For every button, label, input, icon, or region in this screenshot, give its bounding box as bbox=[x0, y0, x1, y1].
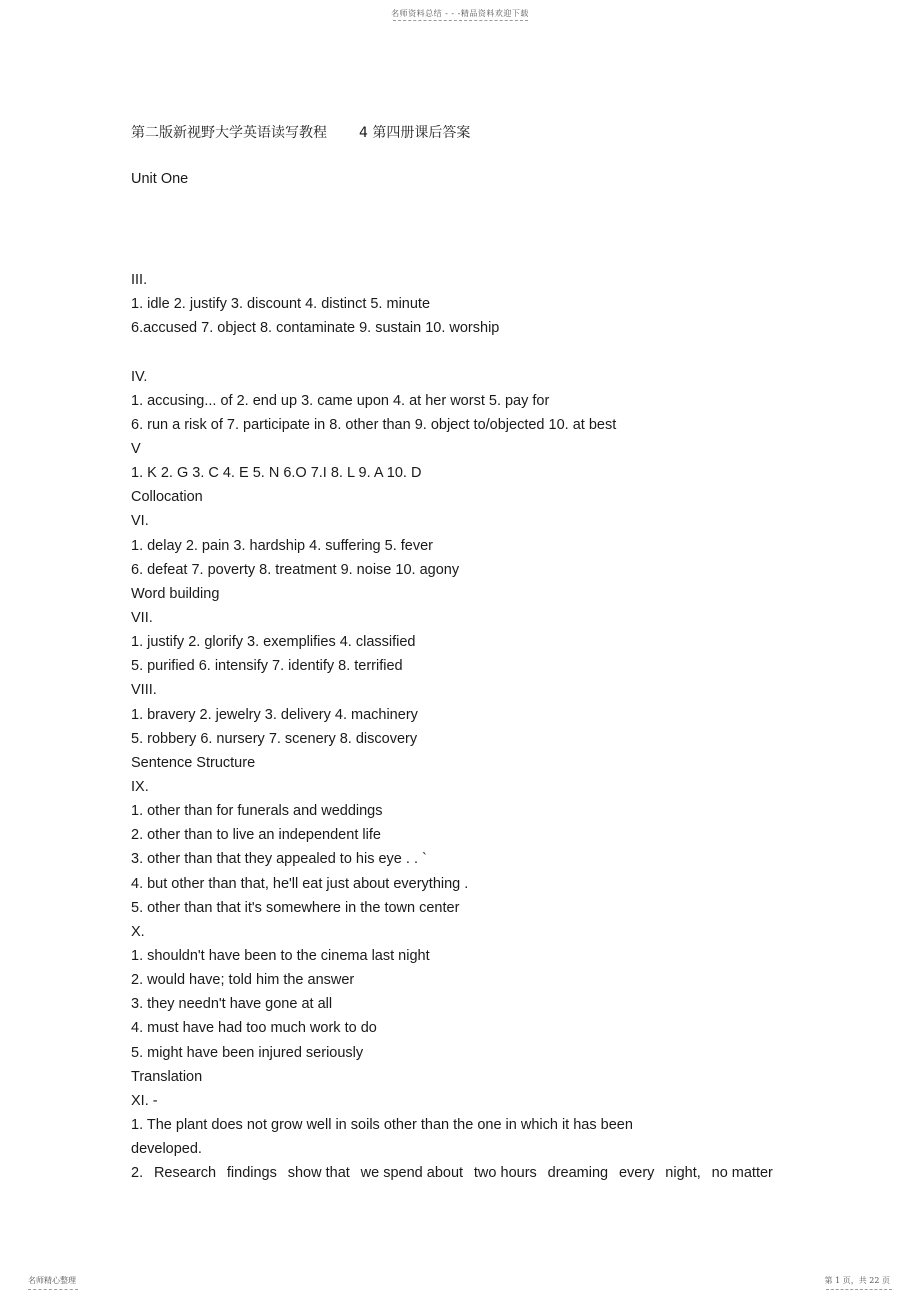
document-title-volume: 4 第四册课后答案 bbox=[359, 125, 471, 141]
page-header-note: 名师资料总结 - - -精品资料欢迎下载 bbox=[391, 9, 529, 18]
section-heading-vii: VII. bbox=[131, 609, 153, 626]
unit-heading: Unit One bbox=[131, 171, 189, 187]
answer-line: 1. justify 2. glorify 3. exemplifies 4. classified bbox=[131, 634, 416, 651]
answer-line: 1. idle 2. justify 3. discount 4. distinct 5. minute bbox=[131, 296, 431, 313]
subsection-heading-sentence-structure: Sentence Structure bbox=[131, 754, 256, 771]
answer-content bbox=[131, 268, 791, 1185]
blank-line bbox=[131, 340, 791, 364]
answer-line: 1. The plant does not grow well in soils other than the one in which it has been bbox=[131, 1116, 633, 1133]
answer-line: 1. bravery 2. jewelry 3. delivery 4. machinery bbox=[131, 706, 418, 723]
answer-line: 4. but other than that, he'll eat just about everything . bbox=[131, 875, 469, 892]
answer-line: 5. purified 6. intensify 7. identify 8. terrified bbox=[131, 658, 403, 675]
word: we spend about bbox=[360, 1165, 464, 1182]
answer-line: 2. other than to live an independent life bbox=[131, 827, 381, 844]
word: every bbox=[618, 1165, 655, 1182]
word: show that bbox=[287, 1165, 350, 1182]
section-heading-viii: VIII. bbox=[131, 682, 157, 699]
answer-line: 1. delay 2. pain 3. hardship 4. suffering 5. fever bbox=[131, 537, 434, 554]
section-heading-xi: XI. - bbox=[131, 1092, 158, 1109]
word: no matter bbox=[711, 1165, 773, 1182]
page-number: 第 1 页，共 22 页 bbox=[824, 1276, 890, 1285]
answer-line: 1. accusing... of 2. end up 3. came upon 4. at her worst 5. pay for bbox=[131, 392, 550, 409]
answer-line: 1. other than for funerals and weddings bbox=[131, 803, 383, 820]
document-title bbox=[131, 122, 470, 142]
answer-line: 5. might have been injured seriously bbox=[131, 1044, 364, 1061]
section-heading-iv: IV. bbox=[131, 368, 148, 385]
answer-line-justified bbox=[131, 1161, 773, 1185]
document-title-main: 第二版新视野大学英语读写教程 bbox=[131, 125, 327, 141]
answer-line: 6. defeat 7. poverty 8. treatment 9. noise 10. agony bbox=[131, 561, 460, 578]
word: 2. bbox=[131, 1165, 144, 1182]
subsection-heading-word-building: Word building bbox=[131, 585, 220, 602]
section-heading-vi: VI. bbox=[131, 513, 149, 530]
answer-line: developed. bbox=[131, 1141, 202, 1158]
word: Research bbox=[153, 1165, 217, 1182]
section-heading-iii: III. bbox=[131, 272, 148, 288]
section-heading-v: V bbox=[131, 440, 141, 457]
subsection-heading-translation: Translation bbox=[131, 1068, 203, 1085]
section-heading-ix: IX. bbox=[131, 778, 149, 795]
footer-left-note: 名师精心整理 bbox=[28, 1276, 76, 1285]
word: dreaming bbox=[547, 1165, 609, 1182]
section-heading-x: X. bbox=[131, 923, 145, 940]
word: two hours bbox=[473, 1165, 537, 1182]
answer-line: 6.accused 7. object 8. contaminate 9. sustain 10. worship bbox=[131, 320, 500, 337]
answer-line: 2. would have; told him the answer bbox=[131, 972, 355, 989]
answer-line: 5. other than that it's somewhere in the town center bbox=[131, 899, 460, 916]
answer-line: 1. shouldn't have been to the cinema last night bbox=[131, 947, 430, 964]
answer-line: 4. must have had too much work to do bbox=[131, 1020, 377, 1037]
subsection-heading-collocation: Collocation bbox=[131, 489, 203, 506]
answer-line: 5. robbery 6. nursery 7. scenery 8. discovery bbox=[131, 730, 418, 747]
answer-line: 6. run a risk of 7. participate in 8. other than 9. object to/objected 10. at best bbox=[131, 416, 617, 433]
answer-line: 1. K 2. G 3. C 4. E 5. N 6.O 7.I 8. L 9. A 10. D bbox=[131, 465, 422, 482]
header-divider bbox=[393, 20, 528, 21]
answer-line: 3. they needn't have gone at all bbox=[131, 996, 333, 1013]
word: findings bbox=[226, 1165, 277, 1182]
answer-line: 3. other than that they appealed to his eye . . ` bbox=[131, 851, 427, 868]
word: night, bbox=[665, 1165, 701, 1182]
footer-right-divider bbox=[826, 1289, 892, 1290]
footer-left-divider bbox=[28, 1289, 78, 1290]
